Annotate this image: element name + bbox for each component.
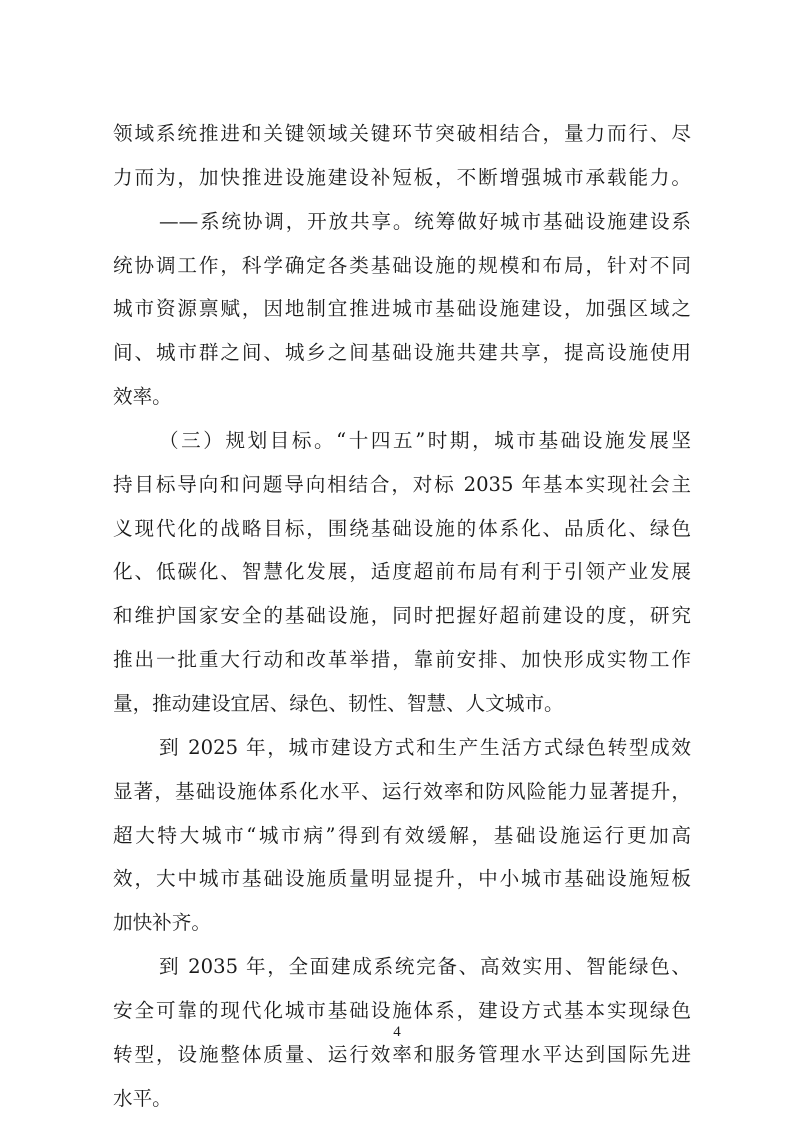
text-line: 统协调工作，科学确定各类基础设施的规模和布局，针对不同 [113, 253, 691, 277]
text-line: 和维护国家安全的基础设施，同时把握好超前建设的度，研究 [113, 604, 691, 628]
body-text [113, 122, 691, 1130]
text-line: 到 2025 年，城市建设方式和生产生活方式绿色转型成效 [159, 735, 691, 759]
text-line: 安全可靠的现代化城市基础设施体系，建设方式基本实现绿色 [113, 998, 691, 1022]
text-line: 效，大中城市基础设施质量明显提升，中小城市基础设施短板 [113, 867, 691, 891]
text-line: 领域系统推进和关键领域关键环节突破相结合，量力而行、尽 [113, 122, 691, 145]
text-line: 间、城市群之间、城乡之间基础设施共建共享，提高设施使用 [113, 341, 691, 365]
text-line: 显著，基础设施体系化水平、运行效率和防风险能力显著提升， [113, 779, 691, 803]
text-line: 转型，设施整体质量、运行效率和服务管理水平达到国际先进 [113, 1042, 691, 1066]
text-line: ——系统协调，开放共享。统筹做好城市基础设施建设系 [159, 209, 691, 233]
text-line: 化、低碳化、智慧化发展，适度超前布局有利于引领产业发展 [113, 560, 691, 584]
text-line: 持目标导向和问题导向相结合，对标 2035 年基本实现社会主 [113, 472, 691, 496]
text-line: （三）规划目标。“十四五”时期，城市基础设施发展坚 [159, 428, 691, 452]
page-number: 4 [393, 1024, 401, 1040]
text-line: 加快补齐。 [113, 911, 211, 935]
text-line: 量，推动建设宜居、绿色、韧性、智慧、人文城市。 [113, 691, 564, 715]
text-line: 到 2035 年，全面建成系统完备、高效实用、智能绿色、 [159, 955, 691, 979]
text-line: 水平。 [113, 1086, 172, 1110]
text-line: 城市资源禀赋，因地制宜推进城市基础设施建设，加强区域之 [113, 297, 691, 321]
text-line: 推出一批重大行动和改革举措，靠前安排、加快形成实物工作 [113, 648, 691, 672]
text-line: 效率。 [113, 385, 172, 409]
text-line: 超大特大城市“城市病”得到有效缓解，基础设施运行更加高 [113, 823, 691, 847]
text-line: 力而为，加快推进设施建设补短板，不断增强城市承载能力。 [113, 165, 691, 189]
text-line: 义现代化的战略目标，围绕基础设施的体系化、品质化、绿色 [113, 516, 691, 540]
